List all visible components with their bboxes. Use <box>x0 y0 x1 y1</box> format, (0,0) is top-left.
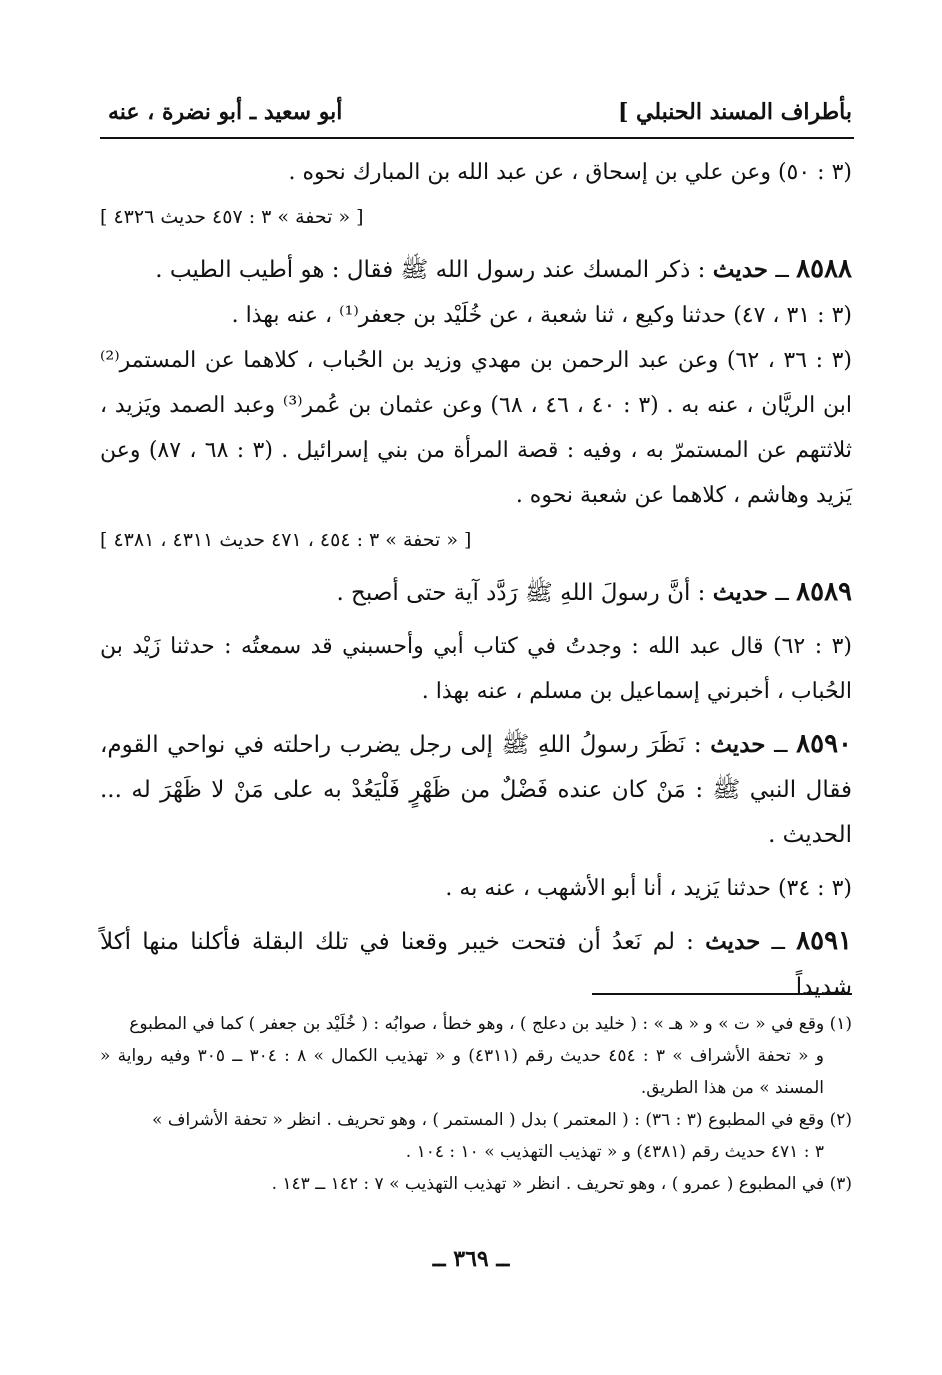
page-number: ــ ٣٦٩ ــ <box>432 1246 510 1272</box>
chain-paragraph: (٣ : ٣٦ ، ٦٢) وعن عبد الرحمن بن مهدي وزيد بن الحُباب ، كلاهما عن المستمر⁽²⁾ ابن الريَّان ، عنه به . (٣ : ٤٠ ، ٤٦ ، ٦٨) وعن عثمان بن عُمر⁽³⁾ وعبد الصمد ويَزيد ، ثلاثتهم عن المستمرّ به ، وفيه : قصة المرأة من بني إسرائيل . (٣ : ٦٨ ، ٨٧) وعن يَزيد وهاشم ، كلاهما عن شعبة نحوه . <box>100 348 852 508</box>
hadith-entry: ٨٥٩٠ ــ حديث : نَظَرَ رسولُ اللهِ ﷺ إلى رجل يضرب راحلته في نواحي القوم، فقال النبي ﷺ : مَنْ كان عنده فَضْلٌ من ظَهْرٍ فَلْيَعُدْ به على مَنْ لا ظَهْرَ له ... الحديث . <box>100 729 852 848</box>
section-subtitle: ـ أبو نضرة ، عنه <box>108 99 264 125</box>
hadith-number: ٨٥٨٨ <box>796 254 852 284</box>
footnote-continuation: و « تحفة الأشراف » ٣ : ٤٥٤ حديث رقم (٤٣١١) و « تهذيب الكمال » ٨ : ٣٠٤ ــ ٣٠٥ وفيه رواية « المسند » من هذا الطريق. <box>100 1046 824 1098</box>
hadith-label: حديث <box>705 928 761 955</box>
hadith-text: : لم نَعدُ أن فتحت خيبر وقعنا في تلك البقلة فأكلنا منها أكلاً شديداً <box>100 929 852 1000</box>
book-title: بأطراف المسند الحنبلي ] <box>617 99 852 125</box>
chain-paragraph: (٣ : ٣٤) حدثنا يَزيد ، أنا أبو الأشهب ، عنه به . <box>445 876 852 901</box>
hadith-entry: ٨٥٨٨ ــ حديث : ذكر المسك عند رسول الله ﷺ فقال : هو أطيب الطيب . <box>155 254 852 284</box>
running-header <box>108 92 852 132</box>
hadith-entry: ٨٥٩١ ــ حديث : لم نَعدُ أن فتحت خيبر وقعنا في تلك البقلة فأكلنا منها أكلاً شديداً <box>100 926 852 1000</box>
footnote-1 <box>100 1008 852 1104</box>
hadith-text: : أنَّ رسولَ اللهِ ﷺ رَدَّد آية حتى أصبح . <box>336 580 713 606</box>
footnote-text: (٢) وقع في المطبوع (٣ : ٣٦) : ( المعتمر ) بدل ( المستمر ) ، وهو تحريف . انظر « تحفة الأشراف » <box>152 1110 852 1130</box>
hadith-label: حديث <box>712 256 769 283</box>
section-title <box>108 99 342 125</box>
footnote-divider <box>592 993 852 995</box>
header-divider <box>100 137 854 139</box>
footnote-text: (٣) في المطبوع ( عمرو ) ، وهو تحريف . انظر « تهذيب التهذيب » ٧ : ١٤٢ ــ ١٤٣ . <box>271 1174 852 1194</box>
hadith-text: : نَظَرَ رسولُ اللهِ ﷺ إلى رجل يضرب راحلته في نواحي القوم، فقال النبي ﷺ : مَنْ كان عنده فَضْلٌ من ظَهْرٍ فَلْيَعُدْ به على مَنْ لا ظَهْرَ له ... الحديث . <box>100 732 852 848</box>
chain-paragraph: (٣ : ٥٠) وعن علي بن إسحاق ، عن عبد الله بن المبارك نحوه . <box>288 160 852 185</box>
hadith-number: ٨٥٩١ <box>796 926 852 956</box>
main-text <box>100 150 852 1010</box>
tuhfa-reference: [ « تحفة » ٣ : ٤٥٤ ، ٤٧١ حديث ٤٣١١ ، ٤٣٨١ ] <box>100 529 472 551</box>
hadith-label: حديث <box>712 579 769 606</box>
footnote-continuation: ٣ : ٤٧١ حديث رقم (٤٣٨١) و « تهذيب التهذيب » ١٠ : ١٠٤ . <box>405 1142 824 1162</box>
hadith-entry: ٨٥٨٩ ــ حديث : أنَّ رسولَ اللهِ ﷺ رَدَّد آية حتى أصبح . <box>336 577 852 607</box>
chain-paragraph: (٣ : ٣١ ، ٤٧) حدثنا وكيع ، ثنا شعبة ، عن خُلَيْد بن جعفر⁽¹⁾ ، عنه بهذا . <box>231 303 852 328</box>
chain-paragraph: (٣ : ٦٢) قال عبد الله : وجدتُ في كتاب أبي وأحسبني قد سمعتُه : حدثنا زَيْد بن الحُباب ، أخبرني إسماعيل بن مسلم ، عنه بهذا . <box>100 634 852 704</box>
footnote-3 <box>100 1168 852 1200</box>
hadith-label: حديث <box>710 731 766 758</box>
hadith-number: ٨٥٨٩ <box>796 577 852 607</box>
tuhfa-reference: [ « تحفة » ٣ : ٤٥٧ حديث ٤٣٢٦ ] <box>100 206 364 228</box>
section-name: أبو سعيد <box>263 99 343 125</box>
footnotes <box>100 1008 852 1200</box>
footnote-text: (١) وقع في « ت » و « هـ » : ( خليد بن دعلج ) ، وهو خطأ ، صوابُه : ( خُلَيْد بن جعفر ) كما في المطبوع <box>129 1014 852 1034</box>
hadith-number: ٨٥٩٠ <box>796 729 852 759</box>
hadith-text: : ذكر المسك عند رسول الله ﷺ فقال : هو أطيب الطيب . <box>155 257 713 283</box>
footnote-2 <box>100 1104 852 1168</box>
